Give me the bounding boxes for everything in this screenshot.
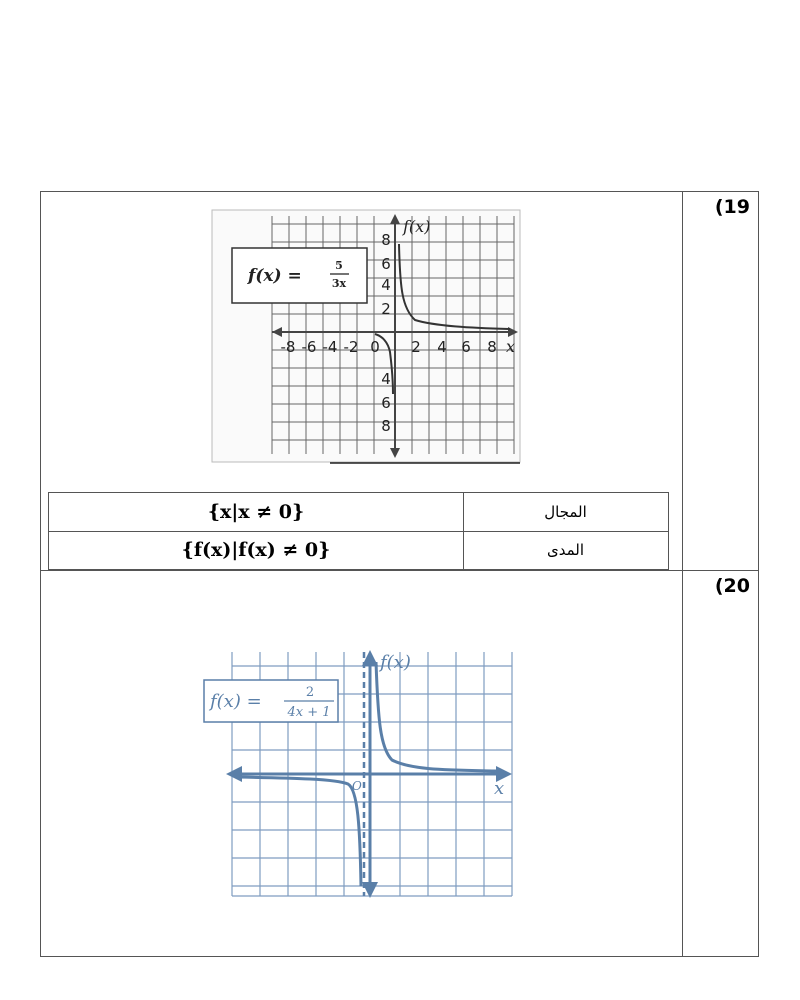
formula-lhs: f(x) = xyxy=(248,266,302,286)
x-tick-label: -6 xyxy=(301,338,317,356)
x-tick-label: 2 xyxy=(411,338,421,356)
x-axis-label: x xyxy=(494,778,505,799)
x-tick-label: -4 xyxy=(322,338,338,356)
y-axis-label: f(x) xyxy=(403,217,431,236)
formula-numerator: 5 xyxy=(335,259,343,272)
graph-20 xyxy=(196,648,518,902)
y-axis-label: f(x) xyxy=(380,652,411,673)
column-divider xyxy=(682,191,683,957)
y-tick-label: 8 xyxy=(381,231,391,249)
x-tick-label: 4 xyxy=(437,338,447,356)
x-tick-label: 8 xyxy=(487,338,497,356)
range-label: المدى xyxy=(546,541,585,559)
y-tick-label: 4 xyxy=(381,276,391,294)
y-tick-label: 6 xyxy=(381,255,391,273)
question-number-20: (20 xyxy=(714,575,750,597)
answer-table xyxy=(48,492,669,570)
row-divider xyxy=(40,570,759,571)
domain-value: {x|x ≠ 0} xyxy=(49,493,464,531)
x-axis-label: x xyxy=(506,337,516,356)
x-tick-label: -8 xyxy=(280,338,296,356)
curve-branch-negative xyxy=(236,777,361,886)
origin-label: O xyxy=(352,779,362,793)
domain-row xyxy=(49,493,668,532)
graph-19 xyxy=(210,208,522,466)
domain-label: المجال xyxy=(544,503,587,521)
formula-denominator: 3x xyxy=(331,277,347,290)
y-tick-label: 4 xyxy=(381,370,391,388)
x-tick-label: 0 xyxy=(370,338,380,356)
x-tick-label: 6 xyxy=(461,338,471,356)
y-tick-label: 8 xyxy=(381,417,391,435)
formula-lhs: f(x) = xyxy=(210,691,262,712)
x-axis-arrow-left xyxy=(226,766,242,782)
formula-numerator: 2 xyxy=(305,685,315,700)
formula-denominator: 4x + 1 xyxy=(287,705,331,720)
y-tick-label: 2 xyxy=(381,300,391,318)
curve-branch-positive xyxy=(376,662,496,771)
range-value: {f(x)|f(x) ≠ 0} xyxy=(49,531,464,569)
y-tick-label: 6 xyxy=(381,394,391,412)
x-tick-label: -2 xyxy=(343,338,359,356)
range-row xyxy=(49,531,668,569)
question-number-19: (19 xyxy=(714,196,750,218)
